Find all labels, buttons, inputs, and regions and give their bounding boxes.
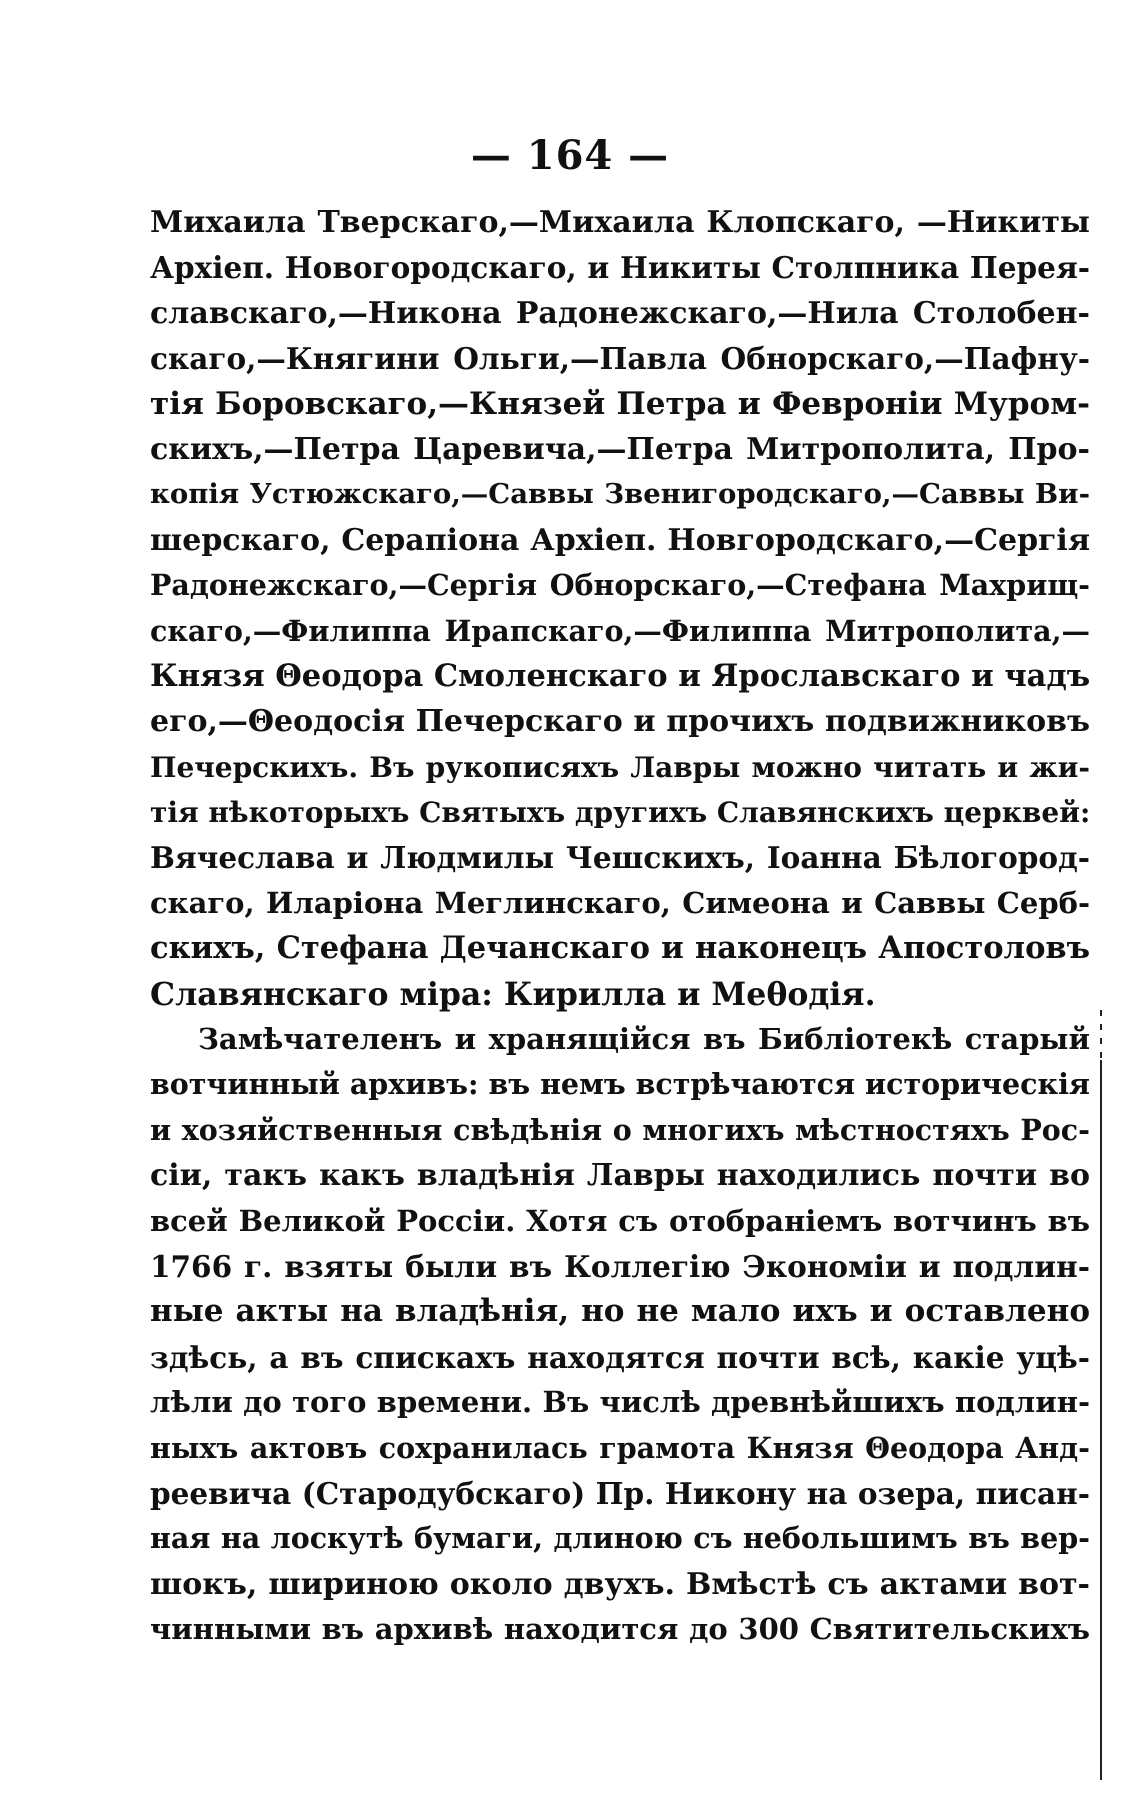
- text-line: копія Устюжскаго,—Саввы Звенигородскаго,—Саввы Ви-: [150, 478, 1090, 511]
- text-line: скаго,—Филиппа Ирапскаго,—Филиппа Митрополита,—: [150, 613, 1090, 648]
- text-line: 1766 г. взяты были въ Коллегію Экономіи и подлин-: [150, 1248, 1090, 1284]
- text-line: скихъ, Стефана Дечанскаго и наконецъ Апостоловъ: [150, 930, 1090, 967]
- text-line: Печерскихъ. Въ рукописяхъ Лавры можно читать и жи-: [150, 750, 1090, 784]
- text-line: скихъ,—Петра Царевича,—Петра Митрополита, Про-: [150, 431, 1090, 467]
- text-line: тія нѣкоторыхъ Святыхъ другихъ Славянскихъ церквей:: [150, 796, 1091, 830]
- text-line: Радонежскаго,—Сергія Обнорскаго,—Стефана Махрищ-: [150, 568, 1090, 603]
- body-text: [150, 200, 1090, 1653]
- text-line: тія Боровскаго,—Князей Петра и Февроніи Муром-: [150, 385, 1090, 422]
- text-line: чинными въ архивѣ находится до 300 Святительскихъ: [150, 1612, 1090, 1647]
- text-line: всей Великой Россіи. Хотя съ отобраніемъ вотчинъ въ: [150, 1203, 1090, 1238]
- text-line: ная на лоскутѣ бумаги, длиною съ небольшимъ въ вер-: [150, 1521, 1090, 1556]
- page-edge-dashed-mark: [1100, 1010, 1102, 1060]
- text-line: его,—Θеодосія Печерскаго и прочихъ подвижниковъ: [150, 704, 1090, 740]
- paragraph-end-line: Славянскаго міра: Кирилла и Меθодія.: [150, 975, 876, 1013]
- text-line: скаго, Иларіона Меглинскаго, Симеона и Саввы Серб-: [150, 885, 1090, 920]
- text-line: ные акты на владѣнія, но не мало ихъ и оставлено: [150, 1293, 1090, 1330]
- text-line: здѣсь, а въ спискахъ находятся почти всѣ, какіе уцѣ-: [150, 1339, 1090, 1375]
- text-line: сіи, такъ какъ владѣнія Лавры находились почти во: [150, 1158, 1090, 1194]
- text-line: Князя Θеодора Смоленскаго и Ярославскаго и чадъ: [150, 657, 1091, 694]
- text-line: вотчинный архивъ: въ немъ встрѣчаются историческія: [150, 1067, 1090, 1102]
- text-line: Архіеп. Новогородскаго, и Никиты Столпника Перея-: [150, 250, 1090, 286]
- text-line: Вячеслава и Людмилы Чешскихъ, Іоанна Бѣлогород-: [150, 840, 1090, 876]
- text-line: лѣли до того времени. Въ числѣ древнѣйшихъ подлин-: [150, 1385, 1090, 1420]
- paragraph-start-line: Замѣчателенъ и хранящійся въ Библіотекѣ старый: [198, 1022, 1090, 1057]
- text-line: шокъ, шириною около двухъ. Вмѣстѣ съ актами вот-: [150, 1566, 1090, 1602]
- page-number: — 164 —: [470, 132, 670, 179]
- text-line: славскаго,—Никона Радонежскаго,—Нила Столобен-: [150, 295, 1090, 331]
- page-edge-rule: [1100, 1060, 1102, 1780]
- text-line: скаго,—Княгини Ольги,—Павла Обнорскаго,—Пафну-: [150, 341, 1090, 377]
- text-line: шерскаго, Серапіона Архіеп. Новгородскаго,—Сергія: [150, 522, 1090, 558]
- text-line: ныхъ актовъ сохранилась грамота Князя Θеодора Анд-: [150, 1430, 1090, 1465]
- text-line: и хозяйственныя свѣдѣнія о многихъ мѣстностяхъ Рос-: [150, 1112, 1090, 1147]
- text-line: Михаила Тверскаго,—Михаила Клопскаго, —Никиты: [150, 205, 1090, 240]
- text-line: реевича (Стародубскаго) Пр. Никону на озера, писан-: [150, 1475, 1090, 1511]
